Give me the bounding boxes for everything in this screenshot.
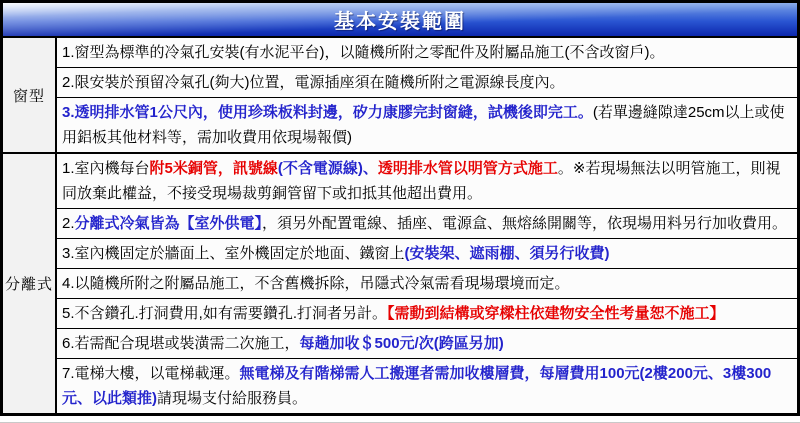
text-segment: 5.不含鑽孔.打洞費用,如有需要鑽孔.打洞者另計。 (62, 305, 388, 322)
groups (3, 38, 797, 413)
text-segment: 。※若現場無法以明管施工，則視同放棄此權益，不接受現場裁剪銅管留下或扣抵其他超出費用。 (62, 160, 781, 202)
text-segment: 每趟加收＄500元/次(跨區另加) (299, 335, 504, 352)
group-label: 分離式 (3, 154, 57, 413)
text-segment: 3.透明排水管1公尺內，使用珍珠板料封邊，矽力康膠完封窗縫，試機後即完工。 (62, 104, 593, 121)
spec-row (57, 154, 797, 208)
text-segment: 4.以隨機所附之附屬品施工，不含舊機拆除，吊隱式冷氣需看現場環境而定。 (62, 275, 570, 292)
row-group (3, 154, 797, 413)
spec-row (57, 208, 797, 238)
text-segment: 分離式冷氣皆為【室外供電】 (74, 215, 263, 232)
spec-row (57, 97, 797, 152)
text-segment: 無電梯及有階梯需人工搬運者需加收樓層費，每層費用100元(2樓200元、3樓300元、以此類推) (62, 365, 772, 407)
text-segment: 7.電梯大樓，以電梯載運。 (62, 365, 240, 382)
spec-row (57, 298, 797, 328)
group-rows (57, 38, 797, 152)
text-segment: 3.室內機固定於牆面上、室外機固定於地面、鐵窗上 (62, 245, 405, 262)
text-segment: 附5米銅管，訊號線 (149, 160, 278, 177)
spec-row (57, 67, 797, 97)
text-segment: (若單邊縫隙達25cm以上或使用鋁板其他材料等，需加收費用依現場報價) (62, 104, 785, 146)
text-segment: 1.窗型為標準的冷氣孔安裝(有水泥平台)，以隨機所附之零配件及附屬品施工(不含改窗戶)。 (62, 44, 665, 61)
text-segment: 【需動到結構或穿樑柱依建物安全性考量恕不施工】 (387, 305, 725, 322)
page-title: 基本安裝範圍 (3, 3, 797, 38)
text-segment: 請現場支付給服務員。 (157, 390, 308, 407)
text-segment: 2. (62, 215, 75, 232)
row-group (3, 38, 797, 154)
text-segment: (不含電源線)、 (277, 160, 378, 177)
text-segment: 透明排水管以明管方式施工 (377, 160, 558, 177)
group-label: 窗型 (3, 38, 57, 152)
spec-row (57, 238, 797, 268)
text-segment: 6.若需配合現堪或裝潢需二次施工， (62, 335, 300, 352)
text-segment: (安裝架、遮雨棚、須另行收費) (404, 245, 610, 262)
text-segment: 1.室內機每台 (62, 160, 150, 177)
group-rows (57, 154, 797, 413)
spec-row (57, 328, 797, 358)
text-segment: ，須另外配置電線、插座、電源盒、無熔絲開關等，依現場用料另行加收費用。 (262, 215, 788, 232)
text-segment: 2.限安裝於預留冷氣孔(夠大)位置，電源插座須在隨機所附之電源線長度內。 (62, 74, 565, 91)
spec-row (57, 358, 797, 413)
spec-row (57, 38, 797, 67)
spec-row (57, 268, 797, 298)
